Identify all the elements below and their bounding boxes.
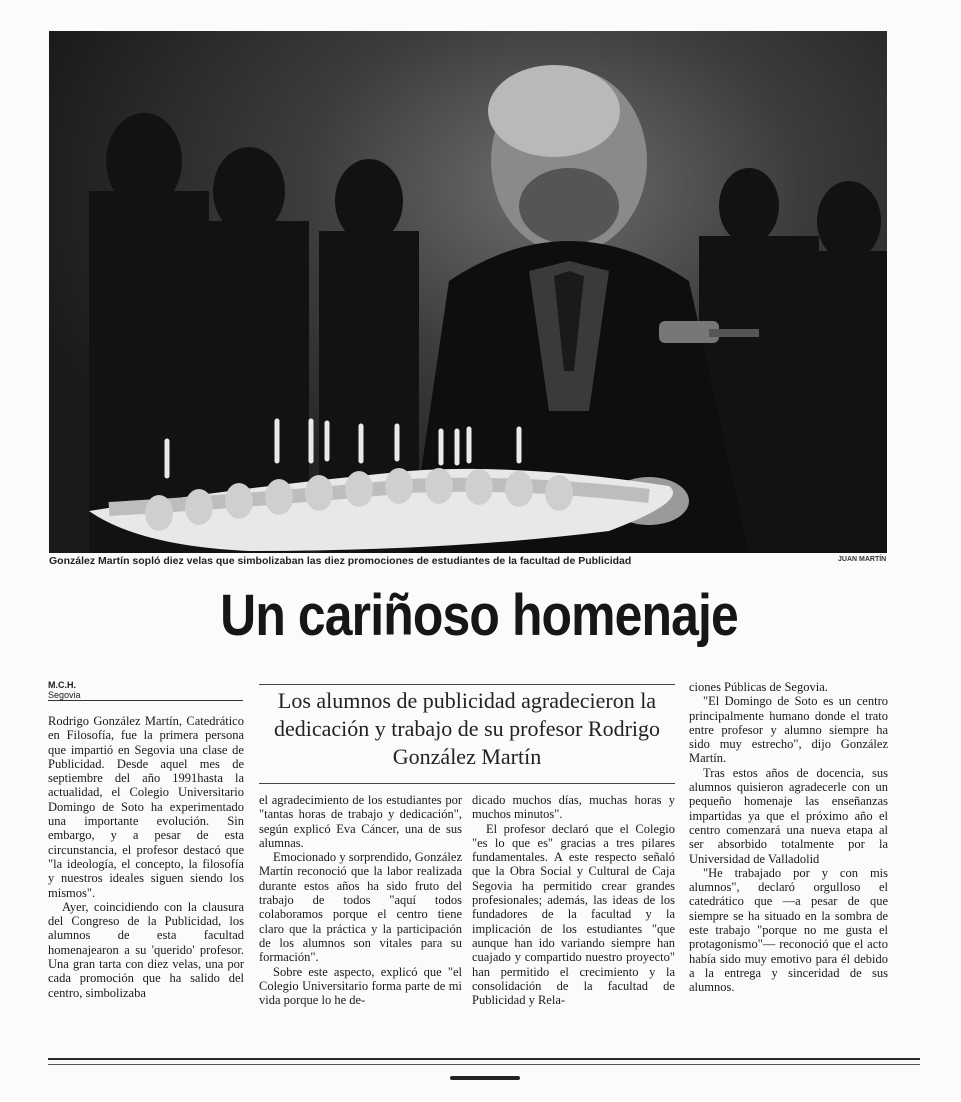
news-photo — [49, 31, 887, 553]
byline-author: M.C.H. — [48, 680, 76, 690]
subheadline: Los alumnos de publicidad agradecieron la dedicación y trabajo de su profesor Rodrigo González Martín — [259, 684, 675, 784]
paragraph: Tras estos años de docencia, sus alumnos quisieron agradecerle con un pequeño homenaje las enseñanzas impartidas ya que el próximo año el centro comenzará una nueva etapa al ser absorbido totalmente por la Universidad de Valladolid — [689, 765, 888, 866]
column-3 — [472, 793, 675, 1007]
photo-credit: JUAN MARTÍN — [838, 556, 887, 563]
paragraph: el agradecimiento de los estudiantes por "tantas horas de trabajo y dedicación", según explicó Eva Cáncer, una de sus alumnas. — [259, 793, 462, 850]
paragraph: Ayer, coincidiendo con la clausura del Congreso de la Publicidad, los alumnos de esta facultad homenajearon a su 'querido' profesor. Una gran tarta con diez velas, una por cada promoción que ha salido del centro, simbolizaba — [48, 899, 244, 1000]
paragraph: ciones Públicas de Segovia. — [689, 680, 828, 694]
photo-caption: González Martín sopló diez velas que simbolizaban las diez promociones de estudiantes de la facultad de Publicidad — [49, 555, 632, 567]
photo-illustration — [49, 31, 887, 553]
byline-place: Segovia — [48, 690, 81, 700]
column-4 — [689, 680, 888, 995]
column-1 — [48, 714, 244, 1000]
paragraph: Rodrigo González Martín, Catedrático en Filosofía, fue la primera persona que impartió en Segovia una clase de Publicidad. Desde aquel mes de septiembre del año 1991hasta la actualidad, el Colegio Universitario Domingo de Soto ha experimentado una importante evolución. Sin embargo, y a pesar de esta circunstancia, el profesor destacó que "la ideología, el concepto, la filosofía y nuestros ideales siguen siendo los mismos". — [48, 714, 244, 900]
paragraph: "He trabajado por y con mis alumnos", declaró orgulloso el catedrático que —a pesar de que siempre se ha situado en la sombra de este trabajo "porque no me gusta el protagonismo"— reconoció que el acto había sido muy emotivo para él debido a la entrega y sinceridad de sus alumnos. — [689, 865, 888, 995]
paragraph: El profesor declaró que el Colegio "es lo que es" gracias a tres pilares fundamentales. A este respecto señaló que la Obra Social y Cultural de Caja Segovia ha permitido crear grandes profesionales; además, las ideas de los fundadores de la facultad y la implicación de los estudiantes "que aunque han ido variando siempre han cuajado y compartido nuestro proyecto" han permitido el crecimiento y la consolidación de la facultad de Publicidad y Rela- — [472, 821, 675, 1008]
paragraph: "El Domingo de Soto es un centro principalmente humano donde el trato entre profesor y alumno siempre ha sido muy estrecho", dijo González Martín. — [689, 694, 888, 766]
column-2 — [259, 793, 462, 1007]
byline — [48, 680, 243, 701]
paragraph: Emocionado y sorprendido, González Martín reconoció que la labor realizada durante estos años ha sido fruto del trabajo de todos "aquí todos colaboramos porque el centro tiene claro que la práctica y la participación de los alumnos son vitales para su formación". — [259, 850, 462, 965]
bottom-rule — [48, 1058, 920, 1060]
paragraph: Sobre este aspecto, explicó que "el Colegio Universitario forma parte de mi vida porque lo he de- — [259, 964, 462, 1008]
end-mark — [450, 1076, 520, 1080]
bottom-rule-thin — [48, 1064, 920, 1065]
headline: Un cariñoso homenaje — [220, 583, 738, 648]
paragraph: dicado muchos días, muchas horas y muchos minutos". — [472, 793, 675, 822]
